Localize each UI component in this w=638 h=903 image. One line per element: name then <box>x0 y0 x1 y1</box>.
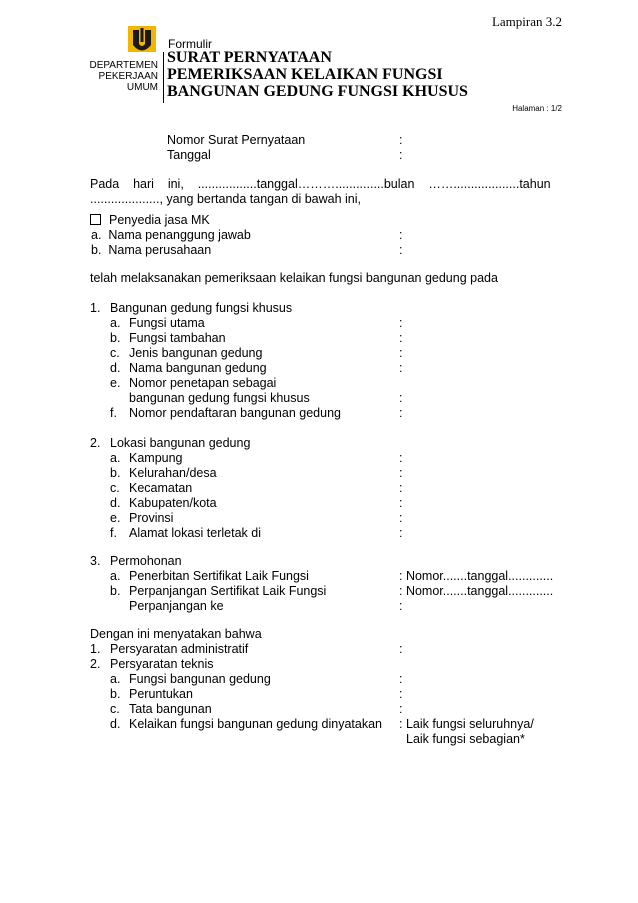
item-letter: a. <box>110 569 121 583</box>
colon: : <box>399 672 403 686</box>
item-label: Tata bangunan <box>129 702 212 716</box>
colon: : <box>399 316 403 330</box>
colon: : <box>399 331 403 345</box>
tanggal-label: Tanggal <box>167 148 211 162</box>
item-label: Kabupaten/kota <box>129 496 217 510</box>
item-label: Kampung <box>129 451 183 465</box>
colon: : <box>399 687 403 701</box>
item-letter: a. <box>110 316 121 330</box>
section-number: 1. <box>90 642 101 656</box>
section-heading: Permohonan <box>110 554 182 568</box>
pada-hari-line-2: ...................., yang bertanda tangan di bawah ini, <box>90 192 361 206</box>
item-label: Perpanjangan Sertifikat Laik Fungsi <box>129 584 327 598</box>
section-number: 3. <box>90 554 101 568</box>
item-label: Persyaratan teknis <box>110 657 214 671</box>
declaration-heading: Dengan ini menyatakan bahwa <box>90 627 262 641</box>
colon: : <box>399 496 403 510</box>
pada-hari-line: Pada hari ini, .................tanggal………..............bulan ……...................tahun <box>90 177 551 191</box>
checkbox-icon[interactable] <box>90 214 101 225</box>
item-label: Nama bangunan gedung <box>129 361 267 375</box>
kelaikan-value: Laik fungsi sebagian* <box>406 732 525 746</box>
title-line-1: SURAT PERNYATAAN <box>167 49 332 66</box>
colon: : <box>399 391 403 405</box>
colon: : <box>399 702 403 716</box>
item-letter: b. <box>110 331 121 345</box>
kelaikan-value: : Laik fungsi seluruhnya/ <box>399 717 534 731</box>
penyedia-label: Penyedia jasa MK <box>109 213 210 227</box>
item-letter: b. <box>110 466 121 480</box>
pu-logo-icon <box>126 24 158 54</box>
nomor-label: Nomor Surat Pernyataan <box>167 133 306 147</box>
colon: : <box>399 346 403 360</box>
item-label: Perpanjangan ke <box>129 599 224 613</box>
item-label: Kelaikan fungsi bangunan gedung dinyatakan <box>129 717 382 731</box>
colon: : <box>399 466 403 480</box>
department-name <box>86 60 158 93</box>
item-letter: c. <box>110 346 120 360</box>
item-letter: e. <box>110 511 121 525</box>
item-letter: f. <box>110 406 117 420</box>
colon: : <box>399 361 403 375</box>
item-label: Nomor penetapan sebagai <box>129 376 277 390</box>
section-heading: Lokasi bangunan gedung <box>110 436 251 450</box>
item-label: Penerbitan Sertifikat Laik Fungsi <box>129 569 309 583</box>
section-number: 1. <box>90 301 101 315</box>
item-letter: a. <box>110 451 121 465</box>
colon: : <box>399 511 403 525</box>
section-heading: Bangunan gedung fungsi khusus <box>110 301 293 315</box>
item-letter: c. <box>110 481 120 495</box>
item-label: Kecamatan <box>129 481 193 495</box>
item-label: Provinsi <box>129 511 174 525</box>
formulir-label: Formulir <box>168 37 212 51</box>
penyedia-option[interactable] <box>90 213 210 228</box>
colon: : <box>399 451 403 465</box>
item-label: Kelurahan/desa <box>129 466 217 480</box>
colon: : <box>399 481 403 495</box>
item-letter: b. <box>110 584 121 598</box>
item-letter: e. <box>110 376 121 390</box>
header-divider <box>163 52 164 103</box>
item-letter: d. <box>110 361 121 375</box>
item-label: Fungsi tambahan <box>129 331 226 345</box>
section-number: 2. <box>90 657 101 671</box>
nomor-tanggal-field: : Nomor.......tanggal............. <box>399 569 554 583</box>
colon: : <box>399 599 403 613</box>
penyedia-item: b. Nama perusahaan <box>91 243 212 257</box>
colon: : <box>399 642 403 656</box>
item-letter: b. <box>110 687 121 701</box>
item-letter: f. <box>110 526 117 540</box>
item-label: Fungsi bangunan gedung <box>129 672 271 686</box>
dept-line: UMUM <box>126 82 158 93</box>
page-number: Halaman : 1/2 <box>512 104 562 113</box>
item-letter: a. <box>110 672 121 686</box>
dept-line: PEKERJAAN <box>98 71 158 82</box>
dept-line: DEPARTEMEN <box>89 60 158 71</box>
item-label: Persyaratan administratif <box>110 642 249 656</box>
lampiran-label: Lampiran 3.2 <box>491 14 562 29</box>
colon: : <box>399 148 403 162</box>
colon: : <box>399 526 403 540</box>
colon: : <box>399 243 403 257</box>
item-label: bangunan gedung fungsi khusus <box>129 391 310 405</box>
nomor-tanggal-field: : Nomor.......tanggal............. <box>399 584 554 598</box>
colon: : <box>399 406 403 420</box>
section-number: 2. <box>90 436 101 450</box>
item-label: Jenis bangunan gedung <box>129 346 263 360</box>
item-label: Nomor pendaftaran bangunan gedung <box>129 406 341 420</box>
item-letter: d. <box>110 496 121 510</box>
item-label: Peruntukan <box>129 687 193 701</box>
item-label: Fungsi utama <box>129 316 205 330</box>
title-line-2: PEMERIKSAAN KELAIKAN FUNGSI <box>167 66 443 83</box>
penyedia-item: a. Nama penanggung jawab <box>91 228 251 242</box>
colon: : <box>399 133 403 147</box>
item-letter: c. <box>110 702 120 716</box>
item-letter: d. <box>110 717 121 731</box>
statement: telah melaksanakan pemeriksaan kelaikan fungsi bangunan gedung pada <box>90 271 498 285</box>
colon: : <box>399 228 403 242</box>
title-line-3: BANGUNAN GEDUNG FUNGSI KHUSUS <box>167 83 468 100</box>
item-label: Alamat lokasi terletak di <box>129 526 262 540</box>
